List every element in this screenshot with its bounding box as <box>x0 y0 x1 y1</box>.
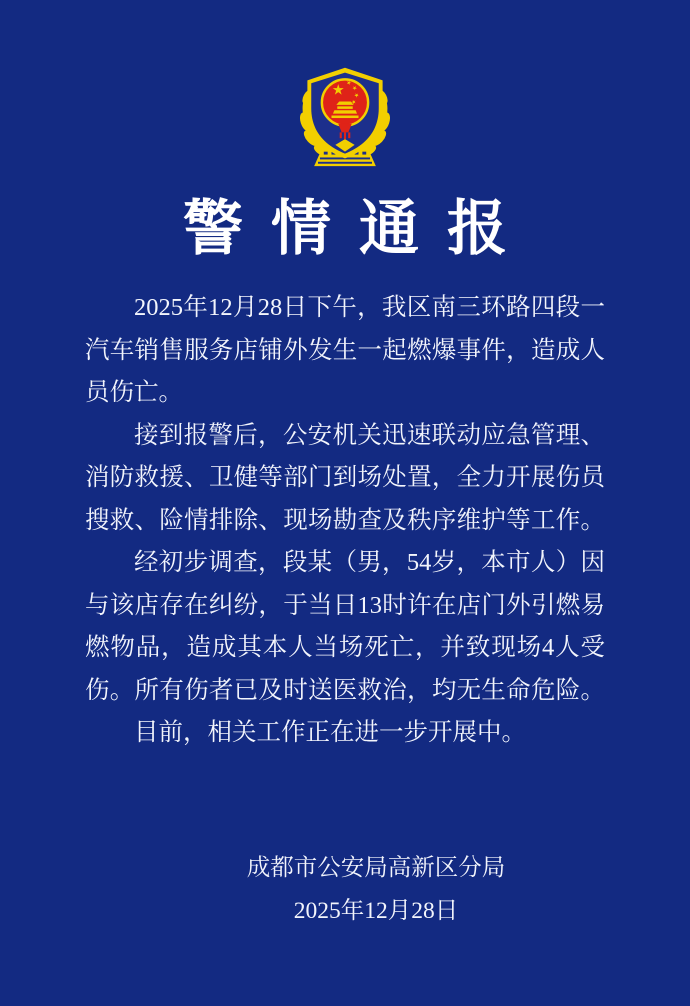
body-line: 经初步调查，段某（男，54岁，本市人）因 <box>134 549 605 576</box>
issue-date: 2025年12月28日 <box>293 897 459 924</box>
body-line: 2025年12月28日下午，我区南三环路四段一 <box>134 294 605 321</box>
body-line: 搜救、险情排除、现场勘查及秩序维护等工作。 <box>85 506 605 534</box>
body-line: 与该店存在纠纷，于当日13时许在店门外引燃易 <box>85 591 605 619</box>
body-line: 汽车销售服务店铺外发生一起燃爆事件，造成人 <box>85 336 605 364</box>
body-line: 目前，相关工作正在进一步开展中。 <box>134 719 526 746</box>
notice-body <box>85 287 605 755</box>
police-badge-icon <box>293 62 397 170</box>
body-line: 伤。所有伤者已及时送医救治，均无生命危险。 <box>85 676 605 704</box>
body-line: 消防救援、卫健等部门到场处置，全力开展伤员 <box>85 464 605 491</box>
notice-title: 警情通报 <box>183 196 535 262</box>
issuing-agency: 成都市公安局高新区分局 <box>246 854 506 881</box>
body-line: 燃物品，造成其本人当场死亡，并致现场4人受 <box>85 634 605 661</box>
notice-footer <box>0 847 690 933</box>
body-line: 员伤亡。 <box>85 379 183 406</box>
body-line: 接到报警后，公安机关迅速联动应急管理、 <box>134 421 605 449</box>
